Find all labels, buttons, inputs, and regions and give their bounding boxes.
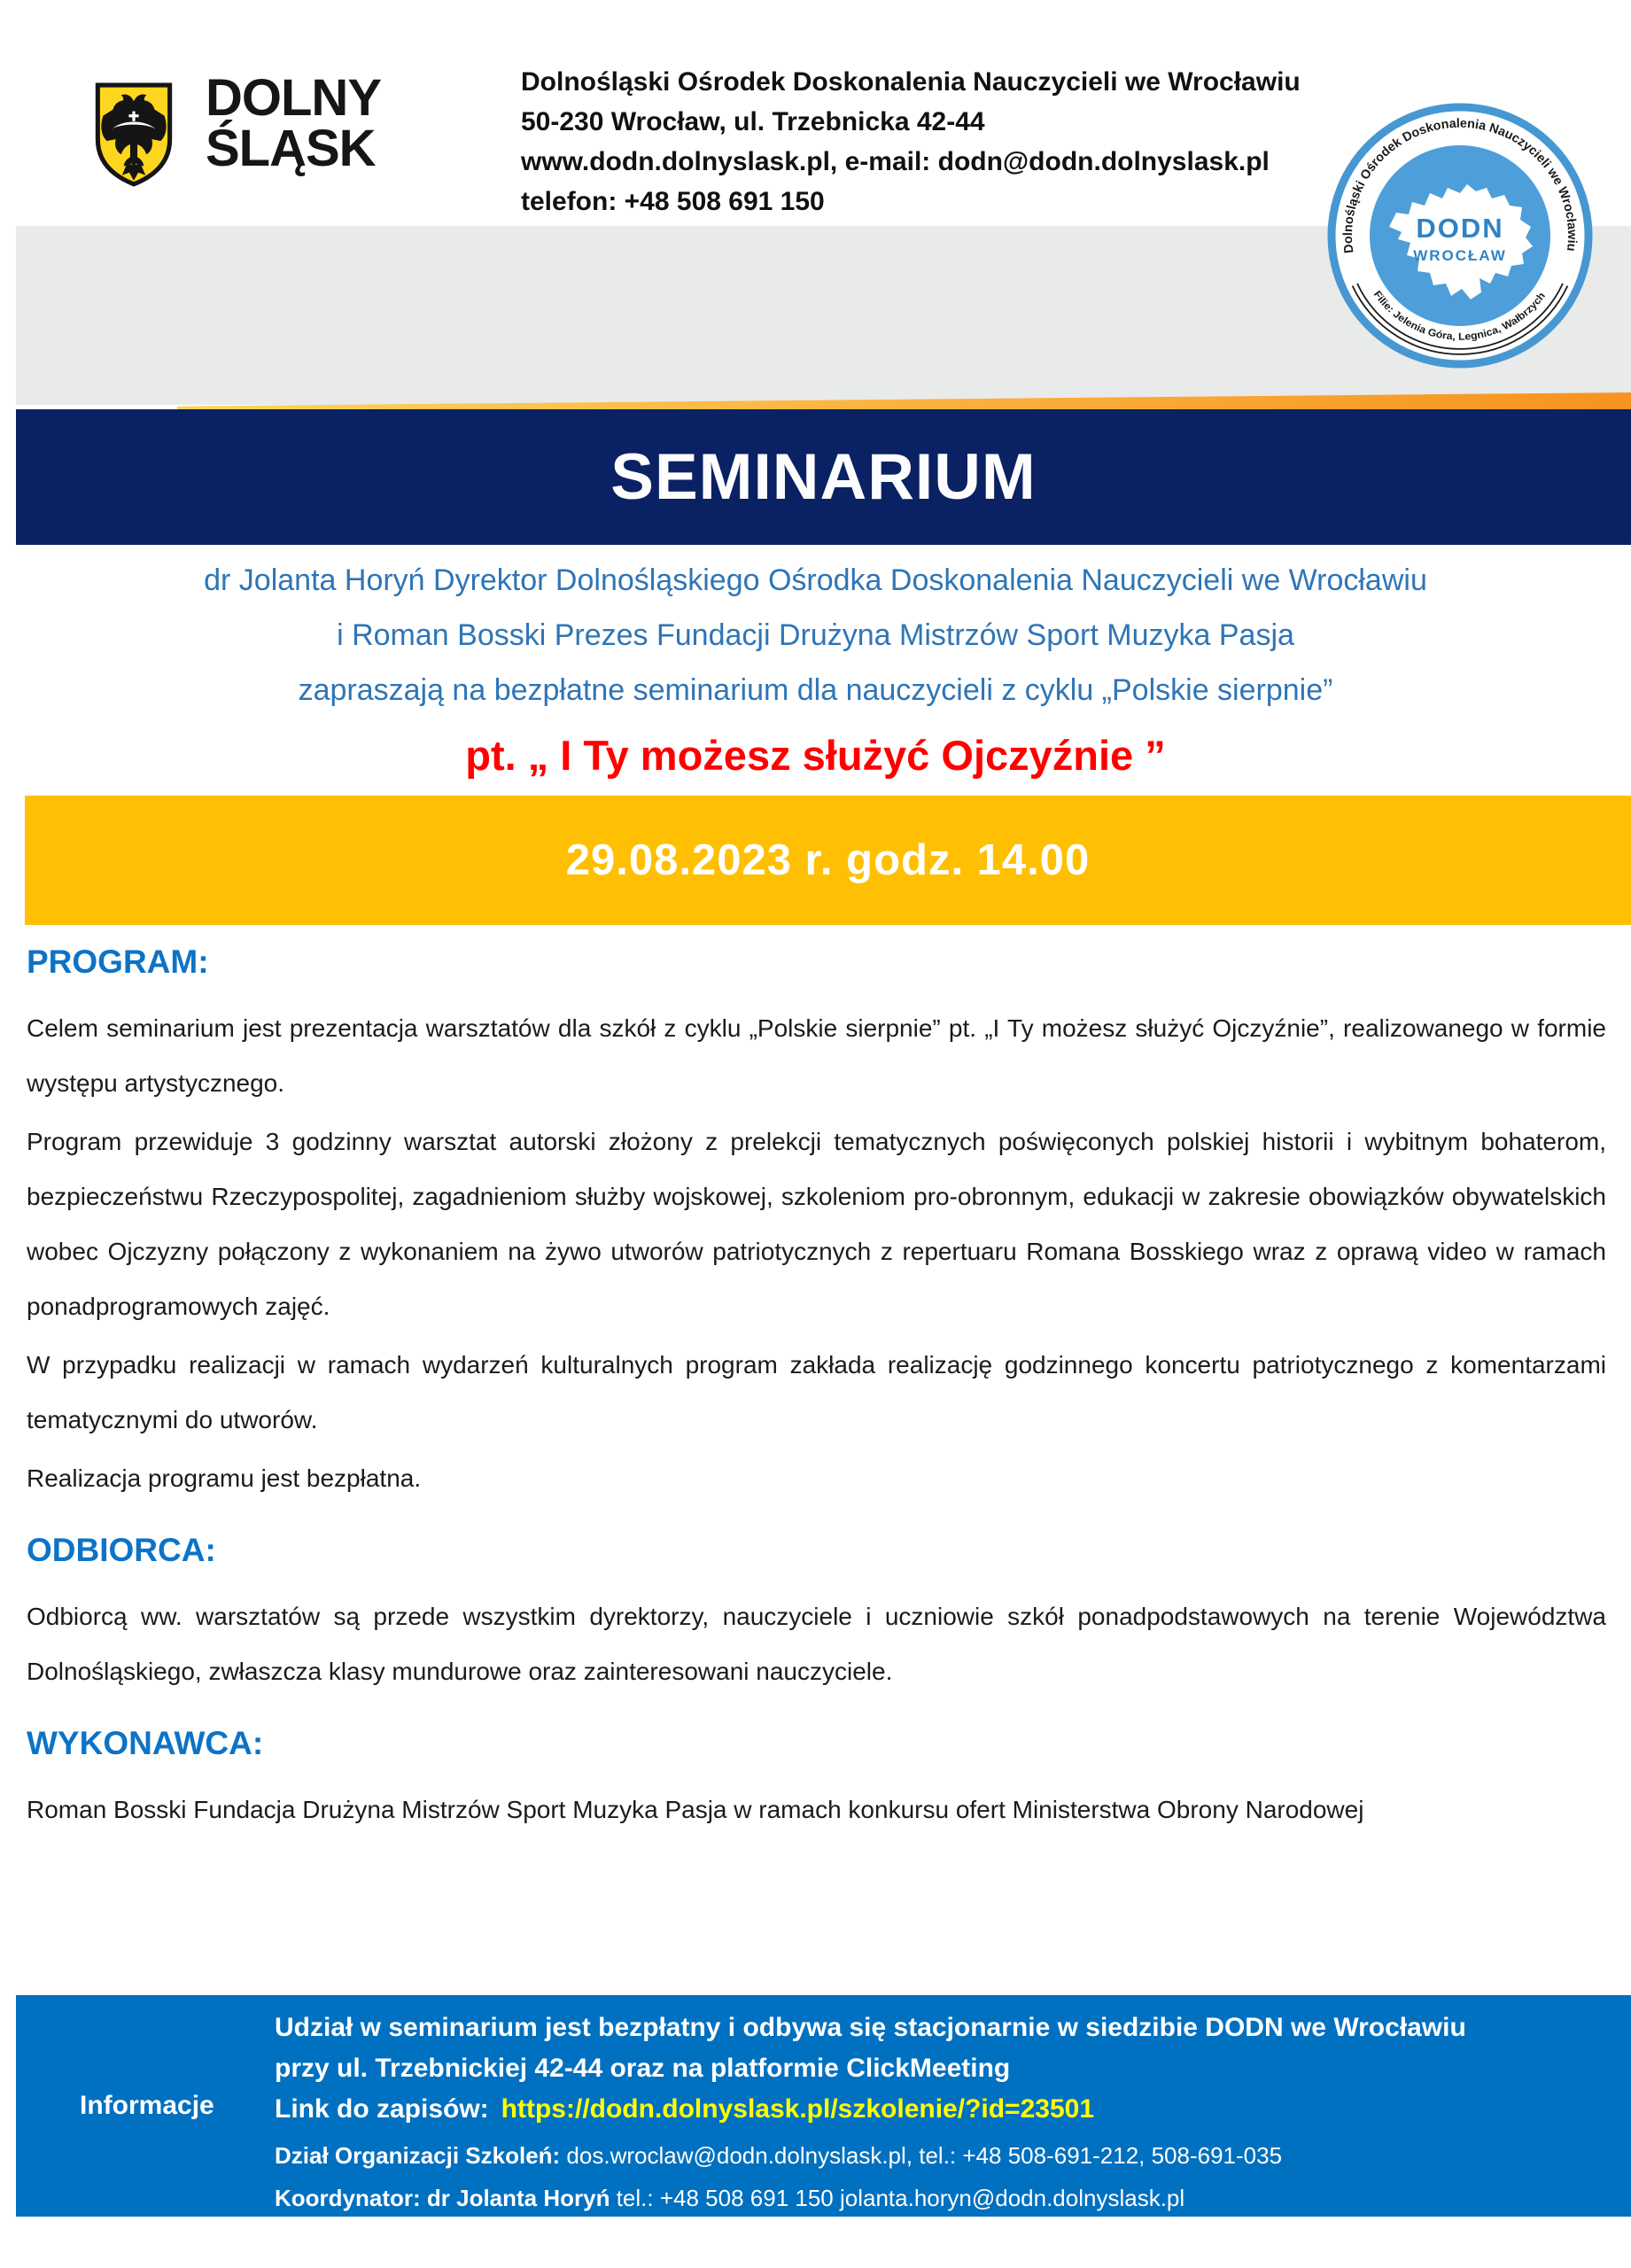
org-dept-contact: dos.wroclaw@dodn.dolnyslask.pl, tel.: +48 508-691-212, 508-691-035	[560, 2142, 1283, 2169]
footer-venue-line: przy ul. Trzebnickiej 42-44 oraz na platformie ClickMeeting	[275, 2054, 1011, 2083]
program-paragraph-1: Celem seminarium jest prezentacja warsztatów dla szkół z cyklu „Polskie sierpnie” pt. „I Ty możesz służyć Ojczyźnie”, realizowanego w formie występu artystycznego.	[27, 1014, 1606, 1097]
seminar-topic-title: pt. „ I Ty możesz służyć Ojczyźnie ”	[465, 732, 1166, 779]
footer-link-line	[275, 2089, 1596, 2130]
dodn-seal	[1327, 103, 1593, 369]
intro-block	[0, 553, 1631, 783]
main-content	[27, 941, 1606, 1841]
dolny-slask-eagle-crest-icon	[92, 80, 175, 190]
contact-phone: telefon: +48 508 691 150	[521, 187, 825, 216]
org-dept-label: Dział Organizacji Szkoleń:	[275, 2142, 561, 2169]
footer-participation-line: Udział w seminarium jest bezpłatny i odbywa się stacjonarnie w siedzibie DODN we Wrocławiu	[275, 2013, 1466, 2042]
seminarium-title: SEMINARIUM	[610, 441, 1037, 513]
section-heading-program: PROGRAM:	[27, 944, 209, 980]
program-paragraph-4: Realizacja programu jest bezpłatna.	[27, 1464, 422, 1492]
intro-line-1: dr Jolanta Horyń Dyrektor Dolnośląskiego Ośrodka Doskonalenia Nauczycieli we Wrocławiu	[204, 563, 1427, 597]
contact-org-name: Dolnośląski Ośrodek Doskonalenia Nauczycieli we Wrocławiu	[521, 67, 1301, 97]
logo-word-1: DOLNY	[206, 69, 381, 127]
intro-line-3: zapraszają na bezpłatne seminarium dla nauczycieli z cyklu „Polskie sierpnie”	[298, 673, 1333, 707]
seal-ring-text-bottom: Filie: Jelenia Góra, Legnica, Wałbrzych	[1371, 289, 1548, 343]
info-footer	[16, 1995, 1631, 2217]
dolny-slask-logotype	[206, 69, 381, 177]
section-heading-wykonawca: WYKONAWCA:	[27, 1725, 264, 1761]
seminarium-banner	[16, 409, 1631, 545]
header-contact-block	[521, 62, 1301, 221]
program-paragraph-2: Program przewiduje 3 godzinny warsztat autorski złożony z prelekcji tematycznych poświęconych polskiej historii i wybitnym bohaterom, bezpieczeństwu Rzeczypospolitej, zagadnieniom służby wojskowej, szkoleniom pro-obronnym, edukacji w zakresie obowiązków obywatelskich wobec Ojczyzny połączony z wykonaniem na żywo utworów patriotycznych z repertuaru Romana Bosskiego wraz z oprawą video w ramach ponadprogramowych zajęć.	[27, 1128, 1606, 1320]
date-banner	[25, 796, 1631, 925]
section-heading-odbiorca: ODBIORCA:	[27, 1532, 216, 1568]
seal-center-acronym: DODN	[1416, 213, 1504, 244]
registration-link-label: Link do zapisów:	[275, 2094, 489, 2124]
coordinator-label: Koordynator: dr Jolanta Horyń	[275, 2185, 610, 2211]
logo-word-2: ŚLĄSK	[206, 120, 376, 177]
footer-details	[275, 2008, 1596, 2215]
registration-link[interactable]: https://dodn.dolnyslask.pl/szkolenie/?id=23501	[501, 2094, 1095, 2124]
footer-org-line	[275, 2139, 1596, 2172]
wykonawca-paragraph: Roman Bosski Fundacja Drużyna Mistrzów Sport Muzyka Pasja w ramach konkursu ofert Ministerstwa Obrony Narodowej	[27, 1796, 1364, 1823]
coordinator-contact: tel.: +48 508 691 150 jolanta.horyn@dodn.dolnyslask.pl	[610, 2185, 1185, 2211]
contact-web-email[interactable]: www.dodn.dolnyslask.pl, e-mail: dodn@dodn.dolnyslask.pl	[521, 147, 1270, 176]
program-paragraph-3: W przypadku realizacji w ramach wydarzeń kulturalnych program zakłada realizację godzinnego koncertu patriotycznego z komentarzami tematycznymi do utworów.	[27, 1351, 1606, 1433]
seal-ring-text-top: Dolnośląski Ośrodek Doskonalenia Nauczycieli we Wrocławiu	[1340, 116, 1580, 254]
seal-center-city: WROCŁAW	[1413, 247, 1507, 264]
footer-coordinator-line	[275, 2181, 1596, 2215]
contact-address: 50-230 Wrocław, ul. Trzebnicka 42-44	[521, 107, 985, 136]
odbiorca-paragraph: Odbiorcą ww. warsztatów są przede wszystkim dyrektorzy, nauczyciele i uczniowie szkół ponadpodstawowych na terenie Województwa Dolnośląskiego, zwłaszcza klasy mundurowe oraz zainteresowani nauczyciele.	[27, 1603, 1606, 1685]
intro-line-2: i Roman Bosski Prezes Fundacji Drużyna Mistrzów Sport Muzyka Pasja	[337, 618, 1294, 652]
date-text: 29.08.2023 r. godz. 14.00	[565, 836, 1091, 884]
footer-label: Informacje	[80, 2091, 214, 2120]
